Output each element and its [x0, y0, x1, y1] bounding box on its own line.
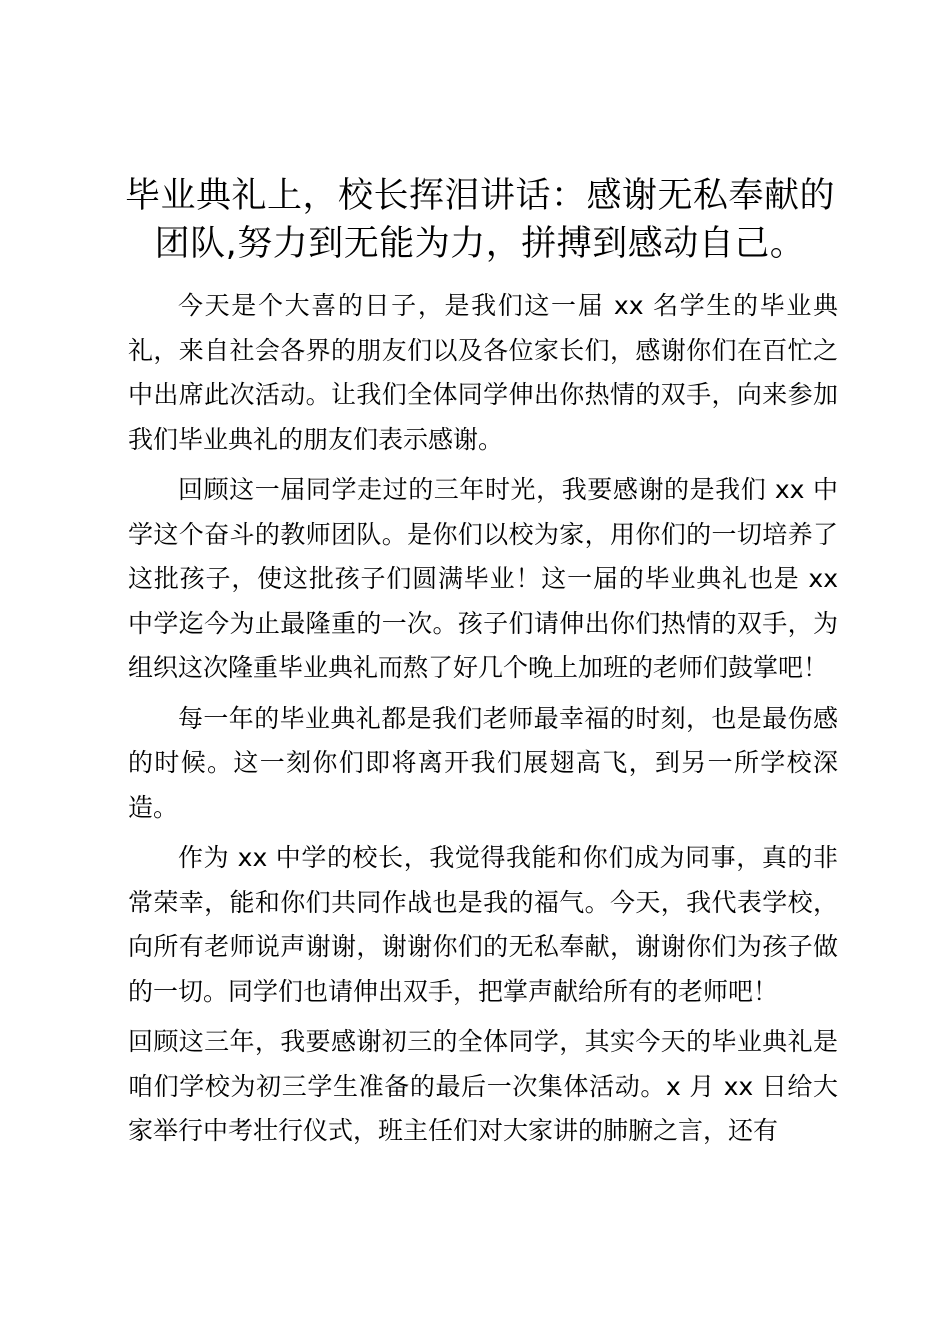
paragraph-5: 回顾这三年，我要感谢初三的全体同学，其实今天的毕业典礼是咱们学校为初三学生准备的最后一次集体活动。x 月 xx 日给大家举行中考壮行仪式，班主任们对大家讲的肺腑之言，还有 — [128, 1027, 838, 1145]
paragraph-4: 作为 xx 中学的校长，我觉得我能和你们成为同事，真的非常荣幸，能和你们共同作战也是我的福气。今天，我代表学校，向所有老师说声谢谢，谢谢你们的无私奉献，谢谢你们为孩子做的一切。同学们也请伸出双手，把掌声献给所有的老师吧！ — [128, 843, 838, 1006]
document-title — [110, 172, 850, 268]
paragraph-2: 回顾这一届同学走过的三年时光，我要感谢的是我们 xx 中学这个奋斗的教师团队。是你们以校为家，用你们的一切培养了这批孩子，使这批孩子们圆满毕业！这一届的毕业典礼也是 xx 中学迄今为止最隆重的一次。孩子们请伸出你们热情的双手，为组织这次隆重毕业典礼而熬了好几个晚上加班的老师们鼓掌吧！ — [128, 475, 838, 682]
title-line-2: 团队,努力到无能为力，拼搏到感动自己。 — [154, 224, 806, 264]
paragraph-3: 每一年的毕业典礼都是我们老师最幸福的时刻，也是最伤感的时候。这一刻你们即将离开我们展翅高飞，到另一所学校深造。 — [128, 703, 838, 822]
paragraph-1: 今天是个大喜的日子，是我们这一届 xx 名学生的毕业典礼，来自社会各界的朋友们以及各位家长们，感谢你们在百忙之中出席此次活动。让我们全体同学伸出你热情的双手，向来参加我们毕业典礼的朋友们表示感谢。 — [128, 291, 838, 454]
title-line-1: 毕业典礼上，校长挥泪讲话：感谢无私奉献的 — [124, 176, 835, 216]
document-body — [128, 284, 838, 1160]
